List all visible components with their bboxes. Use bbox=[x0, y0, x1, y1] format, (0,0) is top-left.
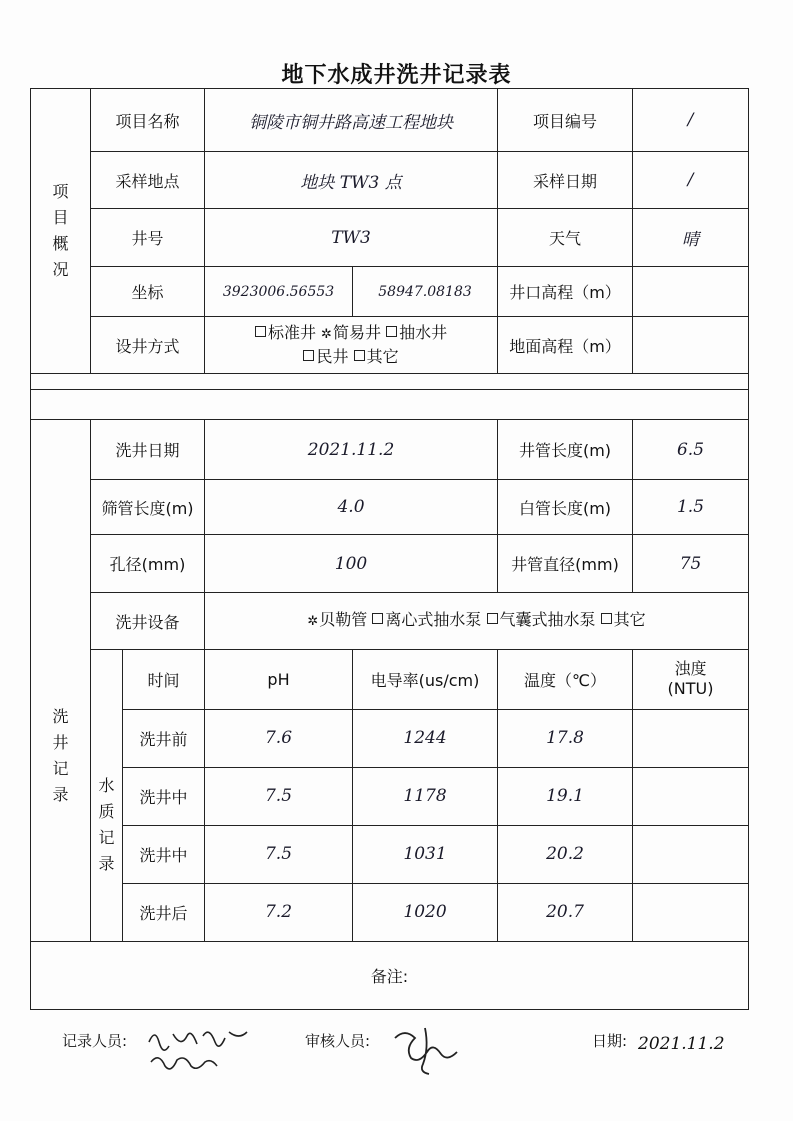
table-row bbox=[31, 709, 749, 767]
table-row bbox=[31, 767, 749, 825]
coordinates-label: 坐标 bbox=[91, 267, 205, 317]
well-method-label: 设井方式 bbox=[91, 317, 205, 374]
temp-cell[interactable]: 19.1 bbox=[498, 767, 633, 825]
temp-cell[interactable]: 17.8 bbox=[498, 709, 633, 767]
row-wash-equipment bbox=[31, 593, 749, 649]
wellhead-elevation-value[interactable] bbox=[633, 267, 749, 317]
equip-option-bladder[interactable]: 气囊式抽水泵 bbox=[487, 610, 596, 629]
col-time-header: 时间 bbox=[123, 649, 205, 709]
date-value: 2021.11.2 bbox=[638, 1034, 725, 1054]
ec-cell[interactable]: 1244 bbox=[353, 709, 498, 767]
project-code-label: 项目编号 bbox=[498, 89, 633, 152]
ph-cell[interactable]: 7.5 bbox=[205, 767, 353, 825]
time-cell: 洗井后 bbox=[123, 883, 205, 941]
row-remarks bbox=[31, 941, 749, 1009]
pipe-length-value[interactable]: 6.5 bbox=[633, 420, 749, 480]
checkbox-icon bbox=[372, 613, 383, 624]
ntu-cell[interactable] bbox=[633, 767, 749, 825]
method-option-pumping[interactable]: 抽水井 bbox=[386, 323, 447, 342]
hole-diameter-label: 孔径(mm) bbox=[91, 535, 205, 593]
reviewer-label: 审核人员: bbox=[305, 1032, 371, 1050]
checked-icon: ✲ bbox=[307, 614, 319, 629]
ntu-cell[interactable] bbox=[633, 709, 749, 767]
project-name-label: 项目名称 bbox=[91, 89, 205, 152]
ground-elevation-value[interactable] bbox=[633, 317, 749, 374]
temp-cell[interactable]: 20.7 bbox=[498, 883, 633, 941]
recorder-label: 记录人员: bbox=[62, 1032, 128, 1050]
method-option-standard[interactable]: 标准井 bbox=[255, 323, 316, 342]
col-ec-header: 电导率(us/cm) bbox=[353, 649, 498, 709]
separator-row bbox=[31, 390, 749, 420]
method-option-simple[interactable]: ✲简易井 bbox=[321, 323, 381, 343]
project-name-value[interactable]: 铜陵市铜井路高速工程地块 bbox=[205, 89, 498, 152]
wash-date-label: 洗井日期 bbox=[91, 420, 205, 480]
row-project-name bbox=[31, 89, 749, 152]
wash-equipment-options bbox=[205, 593, 749, 649]
weather-label: 天气 bbox=[498, 209, 633, 267]
screen-length-value[interactable]: 4.0 bbox=[205, 480, 498, 535]
ph-cell[interactable]: 7.5 bbox=[205, 825, 353, 883]
pipe-diameter-label: 井管直径(mm) bbox=[498, 535, 633, 593]
checked-icon: ✲ bbox=[321, 327, 332, 343]
well-method-options bbox=[205, 317, 498, 374]
sampling-date-label: 采样日期 bbox=[498, 152, 633, 209]
sampling-site-value[interactable]: 地块 TW3 点 bbox=[205, 152, 498, 209]
checkbox-icon bbox=[601, 613, 612, 624]
row-coordinates bbox=[31, 267, 749, 317]
col-ph-header: pH bbox=[205, 649, 353, 709]
pipe-length-label: 井管长度(m) bbox=[498, 420, 633, 480]
wellhead-elevation-label: 井口高程（m） bbox=[498, 267, 633, 317]
date-label: 日期: bbox=[592, 1032, 628, 1050]
remarks-label: 备注: bbox=[370, 966, 409, 986]
section-wash-label: 洗井记录 bbox=[31, 420, 91, 942]
wash-date-value[interactable]: 2021.11.2 bbox=[205, 420, 498, 480]
equip-option-other[interactable]: 其它 bbox=[601, 610, 646, 629]
ntu-cell[interactable] bbox=[633, 883, 749, 941]
section-water-label: 水质记录 bbox=[91, 649, 123, 941]
coordinate-x-value[interactable]: 3923006.56553 bbox=[205, 267, 353, 317]
row-wash-date bbox=[31, 420, 749, 480]
ec-cell[interactable]: 1031 bbox=[353, 825, 498, 883]
section-overview-label: 项目概况 bbox=[31, 89, 91, 374]
wash-equipment-label: 洗井设备 bbox=[91, 593, 205, 649]
time-cell: 洗井中 bbox=[123, 825, 205, 883]
record-table bbox=[30, 88, 749, 1010]
checkbox-icon bbox=[386, 326, 397, 337]
row-well-method bbox=[31, 317, 749, 374]
method-option-civil[interactable]: 民井 bbox=[303, 347, 348, 366]
ground-elevation-label: 地面高程（m） bbox=[498, 317, 633, 374]
temp-cell[interactable]: 20.2 bbox=[498, 825, 633, 883]
recorder-signature bbox=[145, 1022, 265, 1074]
pipe-diameter-value[interactable]: 75 bbox=[633, 535, 749, 593]
coordinate-y-value[interactable]: 58947.08183 bbox=[353, 267, 498, 317]
row-sampling-site bbox=[31, 152, 749, 209]
row-water-header bbox=[31, 649, 749, 709]
remarks-field[interactable] bbox=[31, 941, 749, 1009]
screen-length-label: 筛管长度(m) bbox=[91, 480, 205, 535]
row-well-id bbox=[31, 209, 749, 267]
ph-cell[interactable]: 7.6 bbox=[205, 709, 353, 767]
page-title: 地下水成井洗井记录表 bbox=[281, 63, 512, 88]
ec-cell[interactable]: 1178 bbox=[353, 767, 498, 825]
blank-length-label: 白管长度(m) bbox=[498, 480, 633, 535]
col-temp-header: 温度（℃） bbox=[498, 649, 633, 709]
checkbox-icon bbox=[255, 326, 266, 337]
well-id-label: 井号 bbox=[91, 209, 205, 267]
hole-diameter-value[interactable]: 100 bbox=[205, 535, 498, 593]
checkbox-icon bbox=[303, 350, 314, 361]
ph-cell[interactable]: 7.2 bbox=[205, 883, 353, 941]
method-option-other[interactable]: 其它 bbox=[354, 347, 399, 366]
separator-row bbox=[31, 374, 749, 390]
table-row bbox=[31, 883, 749, 941]
equip-option-bailer[interactable]: ✲贝勒管 bbox=[307, 610, 368, 629]
checkbox-icon bbox=[487, 613, 498, 624]
time-cell: 洗井中 bbox=[123, 767, 205, 825]
row-screen-length bbox=[31, 480, 749, 535]
reviewer-signature bbox=[385, 1018, 475, 1078]
weather-value[interactable]: 晴 bbox=[633, 209, 749, 267]
ntu-cell[interactable] bbox=[633, 825, 749, 883]
equip-option-centrifugal[interactable]: 离心式抽水泵 bbox=[372, 610, 481, 629]
sampling-site-label: 采样地点 bbox=[91, 152, 205, 209]
blank-length-value[interactable]: 1.5 bbox=[633, 480, 749, 535]
time-cell: 洗井前 bbox=[123, 709, 205, 767]
project-code-value[interactable]: / bbox=[633, 89, 749, 152]
ec-cell[interactable]: 1020 bbox=[353, 883, 498, 941]
table-row bbox=[31, 825, 749, 883]
well-id-value[interactable]: TW3 bbox=[205, 209, 498, 267]
col-ntu-header: 浊度 (NTU) bbox=[633, 649, 749, 709]
sampling-date-value[interactable]: / bbox=[633, 152, 749, 209]
row-hole-diameter bbox=[31, 535, 749, 593]
checkbox-icon bbox=[354, 350, 365, 361]
